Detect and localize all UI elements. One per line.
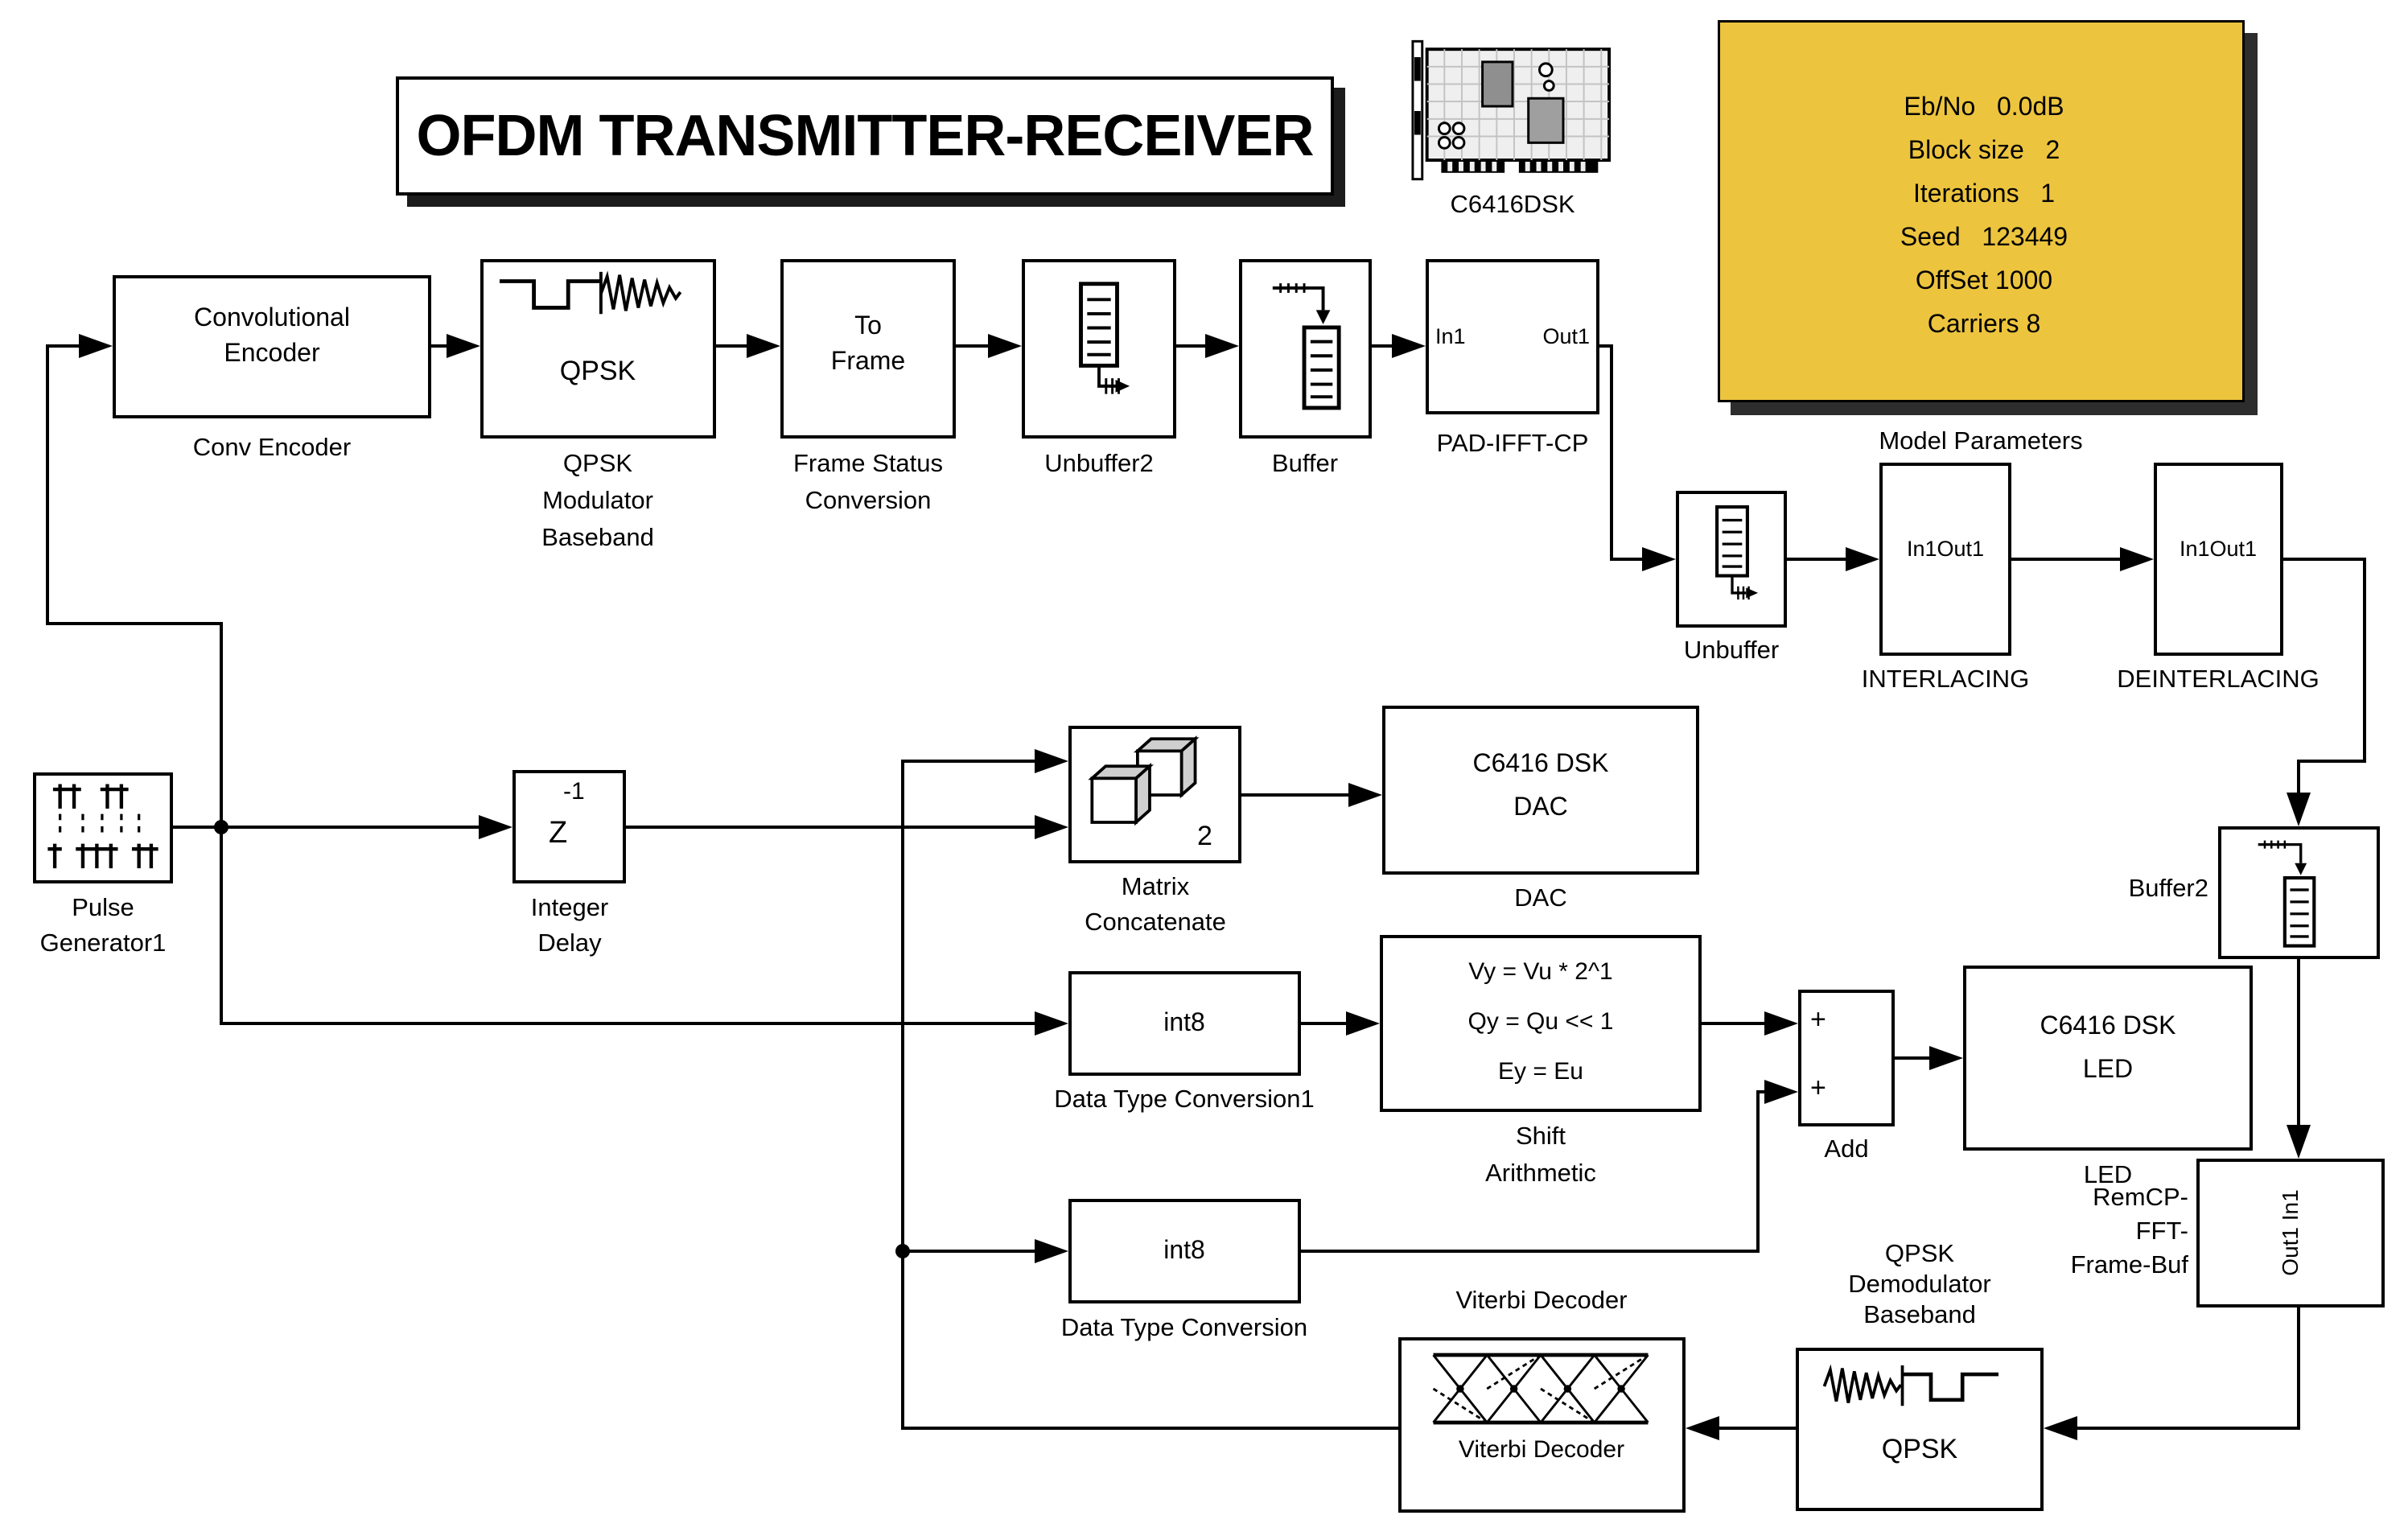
arrow-into-dtc xyxy=(1035,1239,1068,1263)
toframe-text-line1: To xyxy=(854,311,882,340)
pulse-train-icon xyxy=(45,779,161,877)
dac-text-line1: C6416 DSK xyxy=(1472,748,1609,777)
param-ebno: Eb/No 0.0dB xyxy=(1904,92,2064,121)
param-offset: OffSet 1000 xyxy=(1915,266,2053,294)
block-dac[interactable] xyxy=(1382,706,1699,875)
matrix-concatenate-icon xyxy=(1083,734,1216,845)
unbuffer-label: Unbuffer xyxy=(1683,636,1780,664)
arrow-into-dtc1 xyxy=(1035,1011,1068,1036)
qpsk-mod-text: QPSK xyxy=(559,356,636,386)
dac-label: DAC xyxy=(1514,883,1567,912)
shift-label2: Arithmetic xyxy=(1485,1159,1596,1187)
arrow-into-unbuffer xyxy=(1642,547,1676,571)
model-title-text: OFDM TRANSMITTER-RECEIVER xyxy=(416,104,1314,168)
remcp-label1: RemCP- xyxy=(2093,1183,2188,1211)
interlacing-label: INTERLACING xyxy=(1861,665,2030,693)
param-seed: Seed 123449 xyxy=(1900,222,2068,251)
delay-exponent-text: -1 xyxy=(563,778,585,805)
model-parameters-label: Model Parameters xyxy=(1879,426,2083,455)
shift-text-line3: Ey = Eu xyxy=(1498,1058,1583,1085)
dsp-card-icon[interactable] xyxy=(1410,34,1616,187)
buffer2-label: Buffer2 xyxy=(2128,874,2208,902)
deinterlacing-ports-text: In1Out1 xyxy=(2179,537,2258,561)
arrow-into-deinterlacing xyxy=(2120,547,2154,571)
param-blocksize: Block size 2 xyxy=(1908,135,2060,164)
interlacing-ports-text: In1Out1 xyxy=(1906,537,1985,561)
buffer2-icon xyxy=(2253,835,2320,952)
toframe-label2: Conversion xyxy=(805,486,932,514)
led-text-line2: LED xyxy=(2082,1054,2134,1083)
arrow-into-buffer xyxy=(1205,334,1239,358)
add-plus-top: + xyxy=(1810,1004,1826,1035)
wire-pad-to-unbuffer[interactable] xyxy=(1599,346,1644,559)
qpsk-mod-waveform-icon xyxy=(492,269,705,319)
shift-text-line2: Qy = Qu << 1 xyxy=(1467,1008,1614,1035)
dtc1-label: Data Type Conversion1 xyxy=(1054,1085,1315,1113)
viterbi-label: Viterbi Decoder xyxy=(1455,1286,1628,1314)
arrow-into-remcp xyxy=(2287,1125,2311,1159)
dac-text-line2: DAC xyxy=(1513,792,1568,821)
arrow-into-unbuffer2 xyxy=(988,334,1022,358)
remcp-label3: Frame-Buf xyxy=(2070,1250,2188,1279)
arrow-into-shift xyxy=(1346,1011,1380,1036)
pulse-label1: Pulse xyxy=(72,893,134,921)
pad-port-out1: Out1 xyxy=(1542,324,1590,348)
pulse-label2: Generator1 xyxy=(39,929,167,957)
qpsk-demod-label2: Demodulator xyxy=(1848,1270,1991,1298)
arrow-into-delay xyxy=(479,815,512,839)
unbuffer2-icon xyxy=(1064,278,1134,414)
model-parameters-panel[interactable] xyxy=(1718,20,2245,402)
toframe-label1: Frame Status xyxy=(792,449,944,477)
arrow-into-led xyxy=(1929,1046,1963,1070)
wire-remcp-to-qpskdemod[interactable] xyxy=(2076,1307,2299,1428)
conv-text-line2: Encoder xyxy=(224,338,320,367)
dtc-label: Data Type Conversion xyxy=(1060,1313,1308,1341)
qpsk-mod-label1: QPSK xyxy=(562,449,633,477)
viterbi-inner-text: Viterbi Decoder xyxy=(1458,1436,1625,1463)
shift-label1: Shift xyxy=(1515,1122,1566,1150)
add-plus-bottom: + xyxy=(1810,1073,1826,1103)
matrix-label2: Concatenate xyxy=(1085,908,1226,936)
toframe-text-line2: Frame xyxy=(830,346,906,375)
remcp-ports-text: Out1 In1 xyxy=(2278,1189,2303,1276)
qpsk-demod-label1: QPSK xyxy=(1884,1239,1955,1267)
delay-label2: Delay xyxy=(537,929,602,957)
delay-z-text: Z xyxy=(549,816,568,850)
buffer-label: Buffer xyxy=(1271,449,1339,477)
unbuffer-icon xyxy=(1702,500,1762,618)
arrow-into-buffer2 xyxy=(2287,793,2311,826)
qpsk-demod-label3: Baseband xyxy=(1863,1300,1976,1328)
arrow-into-interlacing xyxy=(1846,547,1879,571)
matrix-label1: Matrix xyxy=(1121,872,1190,900)
unbuffer2-label: Unbuffer2 xyxy=(1044,449,1154,477)
arrow-into-conv xyxy=(79,334,113,358)
led-label: LED xyxy=(2083,1160,2133,1188)
arrow-into-matrix-in1 xyxy=(1035,749,1068,773)
wire-pulse-to-dtc1[interactable] xyxy=(221,827,1036,1023)
param-iterations: Iterations 1 xyxy=(1912,179,2056,208)
arrow-into-viterbi xyxy=(1686,1416,1719,1440)
qpsk-demod-text: QPSK xyxy=(1881,1434,1958,1464)
conv-text-line1: Convolutional xyxy=(194,303,350,331)
dtc-text: int8 xyxy=(1163,1235,1205,1264)
arrow-into-qpskdemod xyxy=(2044,1416,2077,1440)
conv-label: Conv Encoder xyxy=(192,433,352,461)
junction-viterbi-branch xyxy=(895,1244,910,1258)
junction-pulse-branch xyxy=(214,820,228,834)
dtc1-text: int8 xyxy=(1163,1007,1205,1036)
add-label: Add xyxy=(1824,1134,1869,1163)
arrow-into-add-in2 xyxy=(1764,1080,1798,1104)
arrow-into-add-in1 xyxy=(1764,1011,1798,1036)
shift-text-line1: Vy = Vu * 2^1 xyxy=(1468,958,1613,985)
trellis-icon xyxy=(1426,1350,1656,1427)
pad-port-in1: In1 xyxy=(1435,324,1466,348)
arrow-into-matrix-in2 xyxy=(1035,815,1068,839)
qpsk-mod-label2: Modulator xyxy=(542,486,653,514)
buffer-icon xyxy=(1266,277,1345,415)
param-carriers: Carriers 8 xyxy=(1927,309,2041,338)
matrix-badge-2: 2 xyxy=(1197,821,1212,851)
model-title-annotation[interactable] xyxy=(396,76,1334,196)
remcp-label2: FFT- xyxy=(2135,1217,2188,1245)
led-text-line1: C6416 DSK xyxy=(2040,1011,2176,1040)
pad-label: PAD-IFFT-CP xyxy=(1436,429,1589,457)
arrow-into-dac xyxy=(1348,783,1382,807)
arrow-into-pad xyxy=(1392,334,1426,358)
qpsk-mod-label3: Baseband xyxy=(541,523,654,551)
delay-label1: Integer xyxy=(530,893,609,921)
qpsk-demod-waveform-icon xyxy=(1818,1361,2021,1411)
deinterlacing-label: DEINTERLACING xyxy=(2117,665,2320,693)
dsk-card-label: C6416DSK xyxy=(1450,190,1575,218)
arrow-into-toframe xyxy=(747,334,780,358)
arrow-into-qpskmod xyxy=(447,334,480,358)
